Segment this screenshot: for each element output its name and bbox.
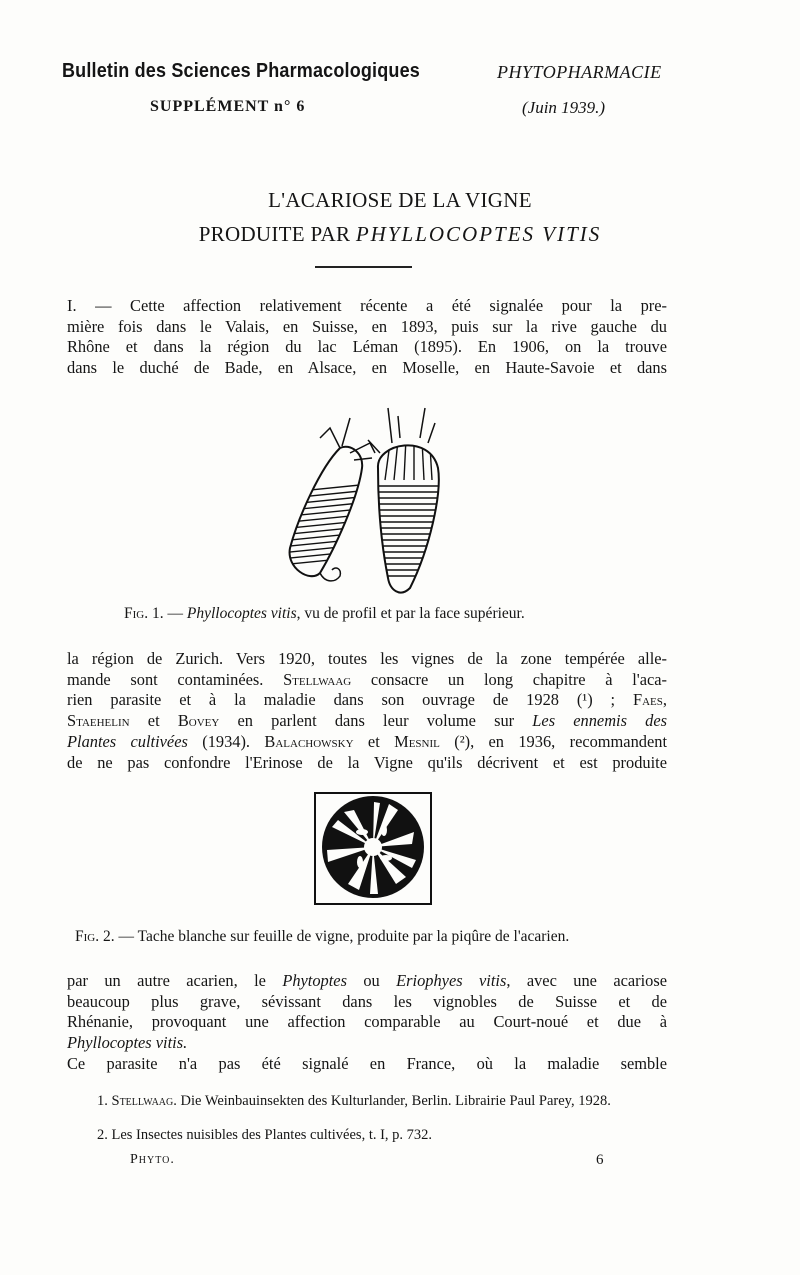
text-run: et: [353, 731, 395, 751]
caption-species: Phyllocoptes vitis: [186, 605, 297, 622]
author-name: Mesnil: [394, 731, 440, 751]
paragraph-line: mière fois dans le Valais, en Suisse, en 1893, puis sur la rive gauche du: [67, 316, 667, 336]
journal-title: Bulletin des Sciences Pharmacologiques: [62, 60, 420, 82]
text-run: en parlent dans leur volume sur: [219, 711, 533, 731]
caption-label: Fig. 2. —: [75, 928, 134, 945]
text-run: mande sont contaminées.: [67, 669, 284, 689]
supplement-number: SUPPLÉMENT n° 6: [150, 98, 306, 115]
footnote-2: 2. Les Insectes nuisibles des Plantes cultivées, t. I, p. 732.: [97, 1127, 433, 1143]
paragraph-line: I. — Cette affection relativement récente a été signalée pour la pre-: [67, 296, 667, 315]
paragraph-line: [67, 711, 667, 732]
species-name: Phyllocoptes vitis.: [67, 1033, 188, 1053]
footnote-text: Die Weinbauinsekten des Kulturlander, Berlin. Librairie Paul Parey, 1928.: [176, 1093, 611, 1109]
paragraph-line: [67, 1033, 667, 1054]
paragraph-line: Rhénanie, provoquant une affection comparable au Court-noué et due à: [67, 1012, 667, 1032]
paragraph-line: [67, 732, 667, 753]
text-run: rien parasite et à la maladie dans son ouvrage de 1928 (¹) ;: [67, 690, 633, 710]
text-run: consacre un long chapitre à l'aca-: [351, 669, 667, 689]
paragraph-line: [67, 690, 667, 711]
title-rule: [315, 266, 412, 268]
author-name: Stellwaag.: [111, 1093, 177, 1109]
title-prefix: PRODUITE PAR: [198, 222, 356, 246]
caption-text: Tache blanche sur feuille de vigne, produite par la piqûre de l'acarien.: [133, 928, 570, 945]
author-name: Stellwaag: [283, 669, 352, 689]
running-footer: Phyto.: [130, 1152, 175, 1167]
title-species: PHYLLOCOPTES VITIS: [355, 222, 602, 246]
paragraph-2: [67, 649, 667, 773]
author-name: Faes,: [633, 690, 667, 710]
article-title-line2: [0, 222, 800, 247]
section-title: PHYTOPHARMACIE: [497, 62, 662, 82]
text-run: (²), en 1936, recommandent: [439, 731, 667, 751]
caption-label: Fig. 1. —: [124, 605, 183, 622]
paragraph-line: [67, 670, 667, 691]
page-number: 6: [596, 1152, 604, 1168]
caption-text: , vu de profil et par la face supérieur.: [296, 605, 525, 622]
figure-1-mite-illustration: [280, 398, 470, 598]
species-name: Eriophyes vitis: [396, 971, 507, 990]
text-run: par un autre acarien, le: [67, 971, 283, 990]
article-title-line1: L'ACARIOSE DE LA VIGNE: [268, 188, 532, 212]
paragraph-line: la région de Zurich. Vers 1920, toutes les vignes de la zone tempérée alle-: [67, 649, 667, 668]
species-name: Phytoptes: [282, 971, 347, 990]
author-name: Staehelin: [67, 711, 130, 731]
paragraph-1: [67, 296, 667, 379]
paragraph-line: dans le duché de Bade, en Alsace, en Moselle, en Haute-Savoie et dans: [67, 358, 667, 378]
paragraph-line: de ne pas confondre l'Erinose de la Vigne qu'ils décrivent et est produite: [67, 752, 667, 772]
paragraph-line: beaucoup plus grave, sévissant dans les vignobles de Suisse et de: [67, 991, 667, 1011]
book-title: Plantes cultivées: [67, 731, 188, 751]
text-run: et: [129, 711, 178, 731]
text-run: (1934).: [187, 731, 265, 751]
figure-2-leaf-spot-illustration: [314, 792, 432, 905]
paragraph-3: [67, 971, 667, 1075]
figure-1-caption: [124, 605, 525, 623]
text-run: , avec une acariose: [506, 971, 668, 990]
author-name: Balachowsky: [264, 731, 354, 751]
publication-date: (Juin 1939.): [522, 98, 606, 117]
author-name: Bovey: [177, 711, 220, 731]
paragraph-line: Rhône et dans la région du lac Léman (1895). En 1906, on la trouve: [67, 337, 667, 357]
footnote-number: 1.: [97, 1093, 112, 1109]
paragraph-line: [67, 971, 667, 992]
text-run: ou: [346, 971, 397, 990]
figure-2-caption: [75, 928, 569, 946]
paragraph-line: Ce parasite n'a pas été signalé en France, où la maladie semble: [67, 1053, 667, 1073]
book-title: Les ennemis des: [532, 711, 667, 731]
footnote-1: [97, 1093, 667, 1110]
